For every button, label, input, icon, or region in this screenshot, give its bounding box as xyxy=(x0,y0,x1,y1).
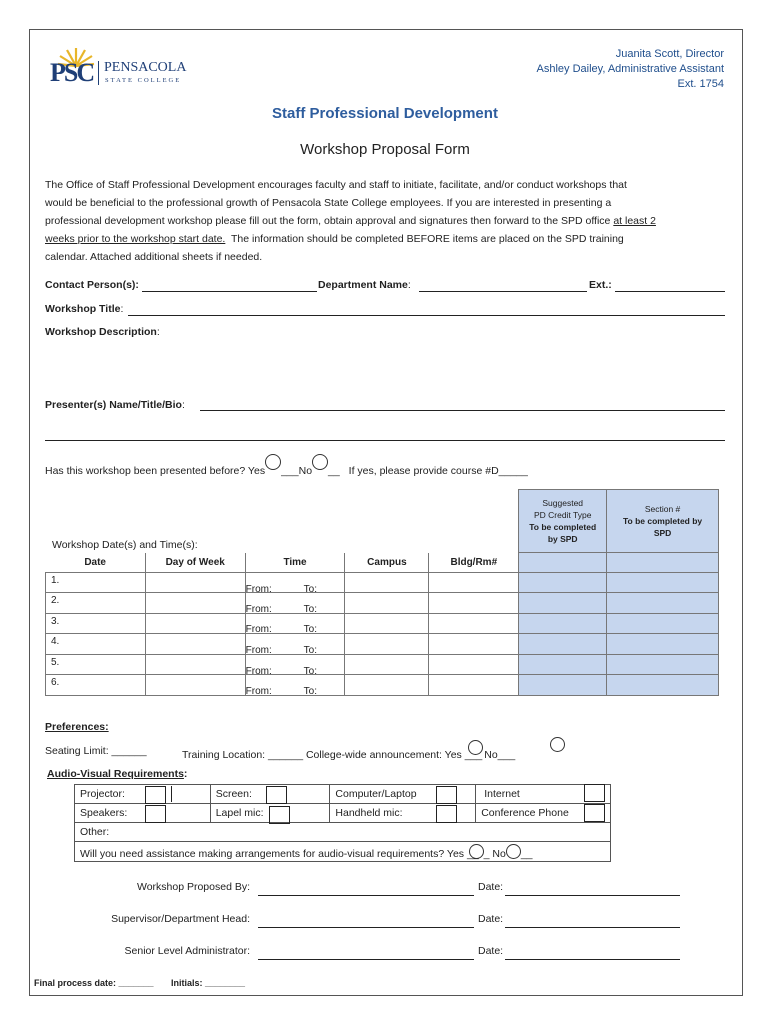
to-label: To: xyxy=(303,666,317,677)
contact-line: Juanita Scott, Director xyxy=(615,48,724,60)
to-label: To: xyxy=(303,686,317,697)
room-cell[interactable] xyxy=(429,655,519,675)
form-title: Staff Professional Development xyxy=(272,105,498,122)
av-label: Computer/Laptop xyxy=(335,788,417,800)
column-header: Day of Week xyxy=(145,553,245,573)
day-cell[interactable] xyxy=(145,593,245,614)
section-number-cell[interactable] xyxy=(607,675,719,696)
workshop-description-field[interactable] xyxy=(45,342,725,392)
day-cell[interactable] xyxy=(145,634,245,655)
contact-line: Ashley Dailey, Administrative Assistant xyxy=(536,63,724,75)
credit-type-line: PD Credit Type xyxy=(533,510,592,520)
column-header: Campus xyxy=(345,553,429,573)
college-logo xyxy=(50,46,205,86)
lapel-mic-cell xyxy=(210,804,330,823)
deadline-text: at least 2 xyxy=(613,215,656,227)
supervisor-signature-field[interactable] xyxy=(258,927,474,928)
av-assist-no-radio[interactable] xyxy=(506,844,521,859)
handheld-mic-checkbox[interactable] xyxy=(436,805,457,823)
time-cell[interactable] xyxy=(245,655,345,675)
time-cell[interactable] xyxy=(245,593,345,614)
department-field[interactable] xyxy=(419,291,587,292)
time-cell[interactable] xyxy=(245,573,345,593)
contact-line: Ext. 1754 xyxy=(677,78,724,90)
day-cell[interactable] xyxy=(145,655,245,675)
intro-line: The Office of Staff Professional Development encourages faculty and staff to initiate, facilitate, and/or conduct workshops that xyxy=(45,179,627,191)
section-number-cell[interactable] xyxy=(607,614,719,634)
ext-field[interactable] xyxy=(615,291,725,292)
credit-type-cell[interactable] xyxy=(519,614,607,634)
from-label: From: xyxy=(245,624,272,635)
training-location-text[interactable]: Training Location: ______ College-wide announcement: Yes ___ xyxy=(182,749,483,761)
av-assistance-question: Will you need assistance making arrangements for audio-visual requirements? Yes __ xyxy=(80,847,479,860)
av-table xyxy=(74,784,611,862)
section-number-cell[interactable] xyxy=(607,573,719,593)
credit-type-cell[interactable] xyxy=(519,675,607,696)
av-assistance-cell xyxy=(75,842,611,862)
room-cell[interactable] xyxy=(429,634,519,655)
presenter-label xyxy=(45,399,185,411)
av-label: Internet xyxy=(484,788,520,800)
contact-person-label: Contact Person(s): xyxy=(45,279,139,291)
speakers-cell xyxy=(75,804,211,823)
section-number-cell[interactable] xyxy=(607,553,719,573)
room-cell[interactable] xyxy=(429,573,519,593)
date-label: Date: xyxy=(478,913,504,925)
av-other-label: Other: xyxy=(80,826,110,838)
from-label: From: xyxy=(245,666,272,677)
campus-cell[interactable] xyxy=(345,593,429,614)
no-radio[interactable] xyxy=(312,454,328,470)
table-row xyxy=(46,675,719,696)
time-cell[interactable] xyxy=(245,634,345,655)
contact-person-field[interactable] xyxy=(142,291,317,292)
course-number-text: If yes, please provide course #D_____ xyxy=(348,465,528,477)
row-number[interactable]: 6. xyxy=(46,675,146,696)
from-label: From: xyxy=(245,686,272,697)
workshop-title-colon: : xyxy=(120,303,124,315)
logo-mark: PSC xyxy=(50,58,94,87)
administrator-signature-field[interactable] xyxy=(258,959,474,960)
workshop-title-label xyxy=(45,303,123,315)
seating-limit[interactable]: Seating Limit: ______ xyxy=(45,745,147,757)
presenter-colon: : xyxy=(181,399,185,411)
computer-checkbox[interactable] xyxy=(436,786,457,804)
conference-phone-checkbox[interactable] xyxy=(584,804,605,822)
column-header: Time xyxy=(245,553,345,573)
av-label: Speakers: xyxy=(80,807,128,819)
preferences-heading: Preferences: xyxy=(45,721,109,733)
logo-name: PENSACOLA xyxy=(104,60,187,75)
intro-text: professional development workshop please fill out the form, obtain approval and signatures then forward to the SPD office xyxy=(45,215,614,227)
row-number[interactable]: 3. xyxy=(46,614,146,634)
internet-cell xyxy=(476,785,611,804)
section-number-line: To be completed by xyxy=(622,516,703,526)
from-label: From: xyxy=(245,604,272,615)
final-process-date[interactable]: Final process date: _______ xyxy=(34,978,154,988)
department-colon: : xyxy=(407,279,411,291)
column-header: Bldg/Rm# xyxy=(429,553,519,573)
ext-label: Ext.: xyxy=(589,279,612,291)
section-number-cell[interactable] xyxy=(607,634,719,655)
supervisor-date-field[interactable] xyxy=(505,927,680,928)
section-number-line: Section # xyxy=(644,504,681,514)
av-label: Projector: xyxy=(80,788,125,800)
conference-phone-cell xyxy=(476,804,611,823)
campus-cell[interactable] xyxy=(345,614,429,634)
credit-type-cell[interactable] xyxy=(519,593,607,614)
workshop-title-text: Workshop Title xyxy=(45,303,121,315)
workshop-title-field[interactable] xyxy=(128,315,725,316)
lapel-mic-checkbox[interactable] xyxy=(269,806,290,824)
table-row xyxy=(46,593,719,614)
schedule-table xyxy=(45,489,719,696)
presented-before-text: Has this workshop been presented before? Yes xyxy=(45,465,266,477)
to-label: To: xyxy=(303,645,317,656)
workshop-description-label xyxy=(45,326,160,338)
administrator-date-field[interactable] xyxy=(505,959,680,960)
table-row xyxy=(46,655,719,675)
presenter-text: Presenter(s) Name/Title/Bio xyxy=(45,399,182,411)
no-label: No xyxy=(298,465,313,477)
day-cell[interactable] xyxy=(145,573,245,593)
row-number[interactable]: 4. xyxy=(46,634,146,655)
credit-type-cell[interactable] xyxy=(519,573,607,593)
to-label: To: xyxy=(303,604,317,615)
computer-cell xyxy=(330,785,476,804)
table-row xyxy=(46,634,719,655)
department-label xyxy=(318,279,411,291)
row-number[interactable]: 1. xyxy=(46,573,146,593)
credit-type-cell[interactable] xyxy=(519,634,607,655)
training-location xyxy=(182,745,515,761)
av-assist-yes-radio[interactable] xyxy=(469,844,484,859)
av-heading-colon: : xyxy=(183,768,188,780)
campus-cell[interactable] xyxy=(345,634,429,655)
internet-checkbox[interactable] xyxy=(584,784,605,802)
room-cell[interactable] xyxy=(429,614,519,634)
av-label: Screen: xyxy=(215,788,252,800)
proposed-by-label: Workshop Proposed By: xyxy=(136,881,250,893)
intro-line: would be beneficial to the professional growth of Pensacola State College employees. If you are interested in presenting a xyxy=(45,197,612,209)
intro-line: calendar. Attached additional sheets if needed. xyxy=(45,251,263,263)
av-label: Handheld mic: xyxy=(335,807,403,819)
announcement-no-radio[interactable] xyxy=(550,737,565,752)
logo-divider xyxy=(98,61,99,85)
proposed-by-signature-field[interactable] xyxy=(258,895,474,896)
campus-cell[interactable] xyxy=(345,573,429,593)
presenter-field[interactable] xyxy=(200,410,725,411)
intro-line xyxy=(45,230,656,248)
date-label: Date: xyxy=(478,945,504,957)
form-subtitle: Workshop Proposal Form xyxy=(300,141,470,158)
column-header: Date xyxy=(46,553,146,573)
intro-paragraph xyxy=(45,176,656,266)
proposed-by-date-field[interactable] xyxy=(505,895,680,896)
campus-cell[interactable] xyxy=(345,675,429,696)
time-cell[interactable] xyxy=(245,675,345,696)
administrator-label: Senior Level Administrator: xyxy=(124,945,250,957)
table-row xyxy=(46,573,719,593)
campus-cell[interactable] xyxy=(345,655,429,675)
day-cell[interactable] xyxy=(145,675,245,696)
speakers-checkbox[interactable] xyxy=(145,805,166,823)
credit-type-header xyxy=(519,490,607,553)
intro-text: The information should be completed BEFORE items are placed on the SPD training xyxy=(225,233,624,245)
to-label: To: xyxy=(303,624,317,635)
initials[interactable]: Initials: ________ xyxy=(171,978,246,988)
projector-checkbox-extra[interactable] xyxy=(171,786,208,802)
from-label: From: xyxy=(245,584,272,595)
av-heading xyxy=(47,768,187,780)
to-label: To: xyxy=(303,584,317,595)
department-label-text: Department Name xyxy=(318,279,408,291)
deadline-text: weeks prior to the workshop start date. xyxy=(45,233,226,245)
section-number-cell[interactable] xyxy=(607,593,719,614)
credit-type-cell[interactable] xyxy=(519,655,607,675)
projector-cell xyxy=(75,785,211,804)
time-cell[interactable] xyxy=(245,614,345,634)
date-label: Date: xyxy=(478,881,504,893)
av-label: Lapel mic: xyxy=(215,807,264,819)
announcement-no-label: No___ xyxy=(484,749,516,761)
credit-type-cell[interactable] xyxy=(519,553,607,573)
logo-sub: STATE COLLEGE xyxy=(105,77,182,84)
handheld-mic-cell xyxy=(330,804,476,823)
schedule-header-row xyxy=(46,553,719,573)
day-cell[interactable] xyxy=(145,614,245,634)
table-row xyxy=(46,614,719,634)
section-number-line: SPD xyxy=(653,528,672,538)
projector-checkbox[interactable] xyxy=(145,786,166,804)
screen-cell xyxy=(210,785,330,804)
section-number-header xyxy=(607,490,719,553)
row-number[interactable]: 5. xyxy=(46,655,146,675)
credit-type-line: Suggested xyxy=(542,498,584,508)
room-cell[interactable] xyxy=(429,593,519,614)
section-number-cell[interactable] xyxy=(607,655,719,675)
screen-checkbox[interactable] xyxy=(266,786,287,804)
credit-type-line: To be completed xyxy=(529,522,597,532)
other-cell[interactable] xyxy=(75,823,611,842)
room-cell[interactable] xyxy=(429,675,519,696)
credit-type-line: by SPD xyxy=(547,534,578,544)
intro-line xyxy=(45,212,656,230)
workshop-description-colon: : xyxy=(156,326,160,338)
row-number[interactable]: 2. xyxy=(46,593,146,614)
presenter-field-continued[interactable] xyxy=(45,440,725,441)
av-assist-end: __ xyxy=(520,847,533,860)
schedule-caption: Workshop Date(s) and Time(s): xyxy=(52,539,198,551)
av-label: Conference Phone xyxy=(481,807,569,819)
presented-before-question: Has this workshop been presented before? Yes ___No __ If yes, please provide course #D_____ xyxy=(45,460,528,477)
yes-radio[interactable] xyxy=(265,454,281,470)
supervisor-label: Supervisor/Department Head: xyxy=(111,913,250,925)
av-assist-no-label: _ No xyxy=(483,847,506,860)
av-heading-text: Audio-Visual Requirements xyxy=(47,768,184,780)
workshop-description-text: Workshop Description xyxy=(45,326,157,338)
from-label: From: xyxy=(245,645,272,656)
director-contact xyxy=(537,47,724,92)
